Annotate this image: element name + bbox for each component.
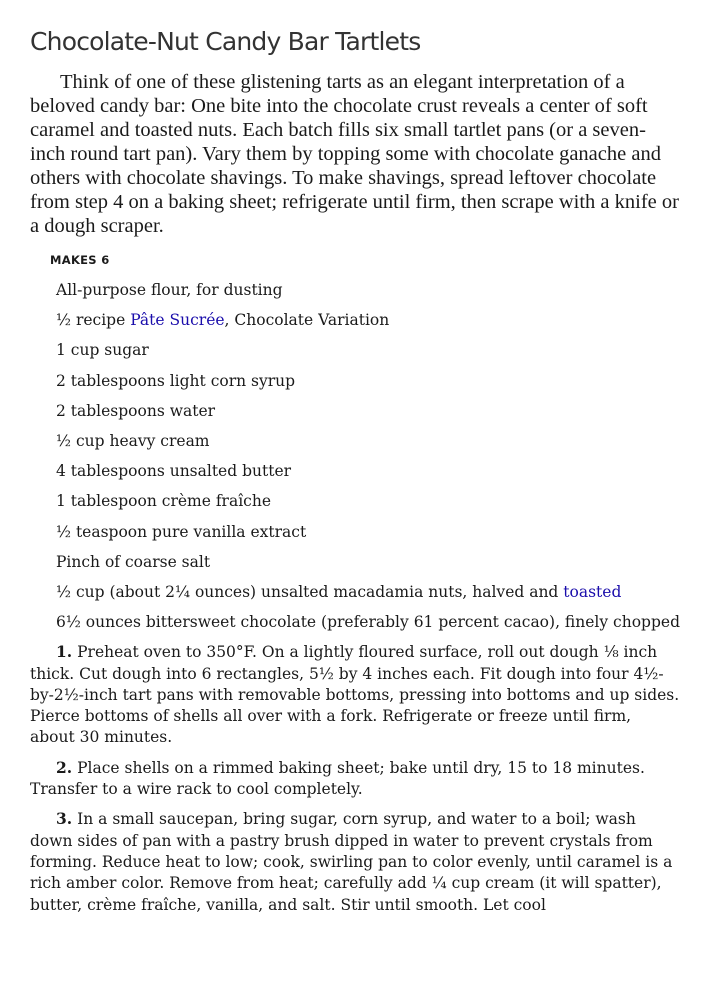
step-text: In a small saucepan, bring sugar, corn syrup, and water to a boil; wash down sides of pan with a pastry brush dipped in water to prevent crystals from forming. Reduce heat to low; cook, swirling pan to color evenly, until caramel is a rich amber color. Remove from heat; carefully add ¼ cup cream (it will spatter), butter, crème fraîche, vanilla, and salt. Stir until smooth. Let cool: [30, 810, 673, 914]
ingredient-item: [30, 490, 680, 512]
ingredient-text: All-purpose flour, for dusting: [56, 281, 283, 299]
recipe-page: [30, 26, 680, 924]
ingredient-item: [30, 581, 680, 603]
method-steps: [30, 641, 680, 916]
ingredient-text: 1 cup sugar: [56, 341, 149, 360]
step-1: [30, 641, 680, 748]
ingredient-item: [30, 551, 680, 573]
step-number: 1.: [56, 642, 73, 662]
ingredient-item: [30, 460, 680, 482]
ingredient-text: , Chocolate Variation: [224, 311, 390, 330]
ingredient-text: Pinch of coarse salt: [56, 552, 211, 571]
ingredient-item: [30, 339, 680, 361]
ingredient-item: [30, 309, 680, 331]
toasted-link[interactable]: toasted: [563, 582, 622, 601]
step-2: [30, 757, 680, 801]
step-text: Place shells on a rimmed baking sheet; bake until dry, 15 to 18 minutes. Transfer to a wire rack to cool completely.: [30, 758, 645, 799]
ingredient-text: ½ teaspoon pure vanilla extract: [56, 522, 307, 541]
recipe-title: Chocolate-Nut Candy Bar Tartlets: [30, 27, 421, 56]
step-number: 2.: [56, 757, 73, 777]
ingredient-item: [30, 370, 680, 392]
ingredient-item: [30, 400, 680, 422]
ingredient-text: 2 tablespoons water: [56, 401, 216, 420]
recipe-intro: Think of one of these glistening tarts as an elegant interpretation of a beloved candy bar: One bite into the chocolate crust reveals a center of soft caramel and toasted nuts. Each batch fills six small tartlet pans (or a seven-inch round tart pan). Vary them by topping some with chocolate ganache and others with chocolate shavings. To make shavings, spread leftover chocolate from step 4 on a baking sheet; refrigerate until firm, then scrape with a knife or a dough scraper.: [30, 71, 679, 237]
ingredient-text: ½ cup (about 2¼ ounces) unsalted macadamia nuts, halved and: [56, 582, 564, 601]
ingredient-item: [30, 611, 680, 633]
step-number: 3.: [56, 809, 73, 829]
yield-label: MAKES 6: [50, 253, 110, 267]
ingredient-text: ½ recipe: [56, 311, 131, 330]
ingredient-text: 2 tablespoons light corn syrup: [56, 371, 296, 390]
ingredient-item: [30, 430, 680, 452]
pate-sucree-link[interactable]: Pâte Sucrée: [130, 311, 225, 330]
ingredient-text: 1 tablespoon crème fraîche: [56, 492, 272, 511]
step-text: Preheat oven to 350°F. On a lightly floured surface, roll out dough ⅛ inch thick. Cut dough into 6 rectangles, 5½ by 4 inches each. Fit dough into four 4½-by-2½-inch tart pans with removable bottoms, pressing into bottoms and up sides. Pierce bottoms of shells all over with a fork. Refrigerate or freeze until firm, about 30 minutes.: [30, 643, 680, 747]
ingredient-text: ½ cup heavy cream: [56, 431, 210, 450]
ingredient-item: [30, 279, 680, 301]
ingredient-text: 6½ ounces bittersweet chocolate (preferably 61 percent cacao), finely chopped: [56, 613, 680, 632]
ingredient-item: [30, 521, 680, 543]
ingredient-text: 4 tablespoons unsalted butter: [56, 462, 292, 481]
ingredient-list: [30, 279, 680, 633]
step-3: [30, 808, 680, 915]
